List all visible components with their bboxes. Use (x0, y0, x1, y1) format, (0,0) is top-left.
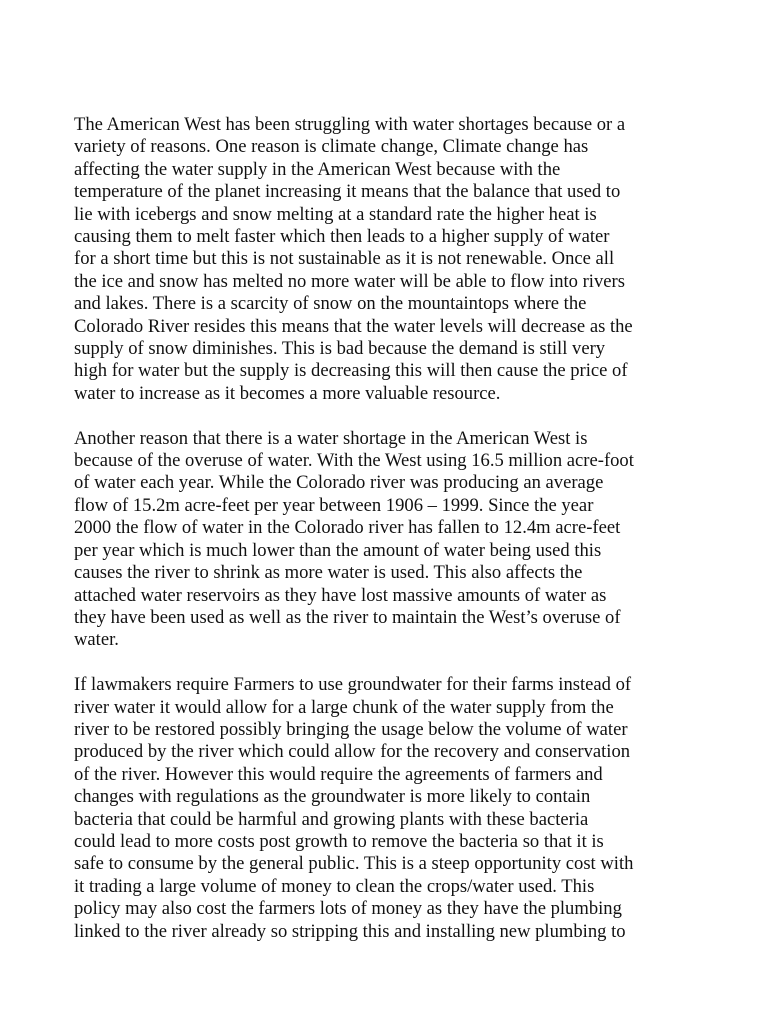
paragraph-overuse-of-water: Another reason that there is a water shortage in the American West is because of the overuse of water. With the West using 16.5 million acre-foot of water each year. While the Colorado river was producing an average flow of 15.2m acre-feet per year between 1906 – 1999. Since the year 2000 the flow of water in the Colorado river has fallen to 12.4m acre-feet per year which is much lower than the amount of water being used this causes the river to shrink as more water is used. This also affects the attached water reservoirs as they have lost massive amounts of water as they have been used as well as the river to maintain the West’s overuse of water. (74, 427, 634, 651)
paragraph-climate-change: The American West has been struggling with water shortages because or a variety of reasons. One reason is climate change, Climate change has affecting the water supply in the American West because with the temperature of the planet increasing it means that the balance that used to lie with icebergs and snow melting at a standard rate the higher heat is causing them to melt faster which then leads to a higher supply of water for a short time but this is not sustainable as it is not renewable. Once all the ice and snow has melted no more water will be able to flow into rivers and lakes. There is a scarcity of snow on the mountaintops where the Colorado River resides this means that the water levels will decrease as the supply of snow diminishes. This is bad because the demand is still very high for water but the supply is decreasing this will then cause the price of water to increase as it becomes a more valuable resource. (74, 114, 633, 404)
paragraph-groundwater-policy: If lawmakers require Farmers to use groundwater for their farms instead of river water it would allow for a large chunk of the water supply from the river to be restored possibly bringing the usage below the volume of water produced by the river which could allow for the recovery and conservation of the river. However this would require the agreements of farmers and changes with regulations as the groundwater is more likely to contain bacteria that could be harmful and growing plants with these bacteria could lead to more costs post growth to remove the bacteria so that it is safe to consume by the general public. This is a steep opportunity cost with it trading a large volume of money to clean the crops/water used. This policy may also cost the farmers lots of money as they have the plumbing linked to the river already so stripping this and installing new plumbing to (74, 674, 634, 942)
document-body (74, 114, 698, 965)
